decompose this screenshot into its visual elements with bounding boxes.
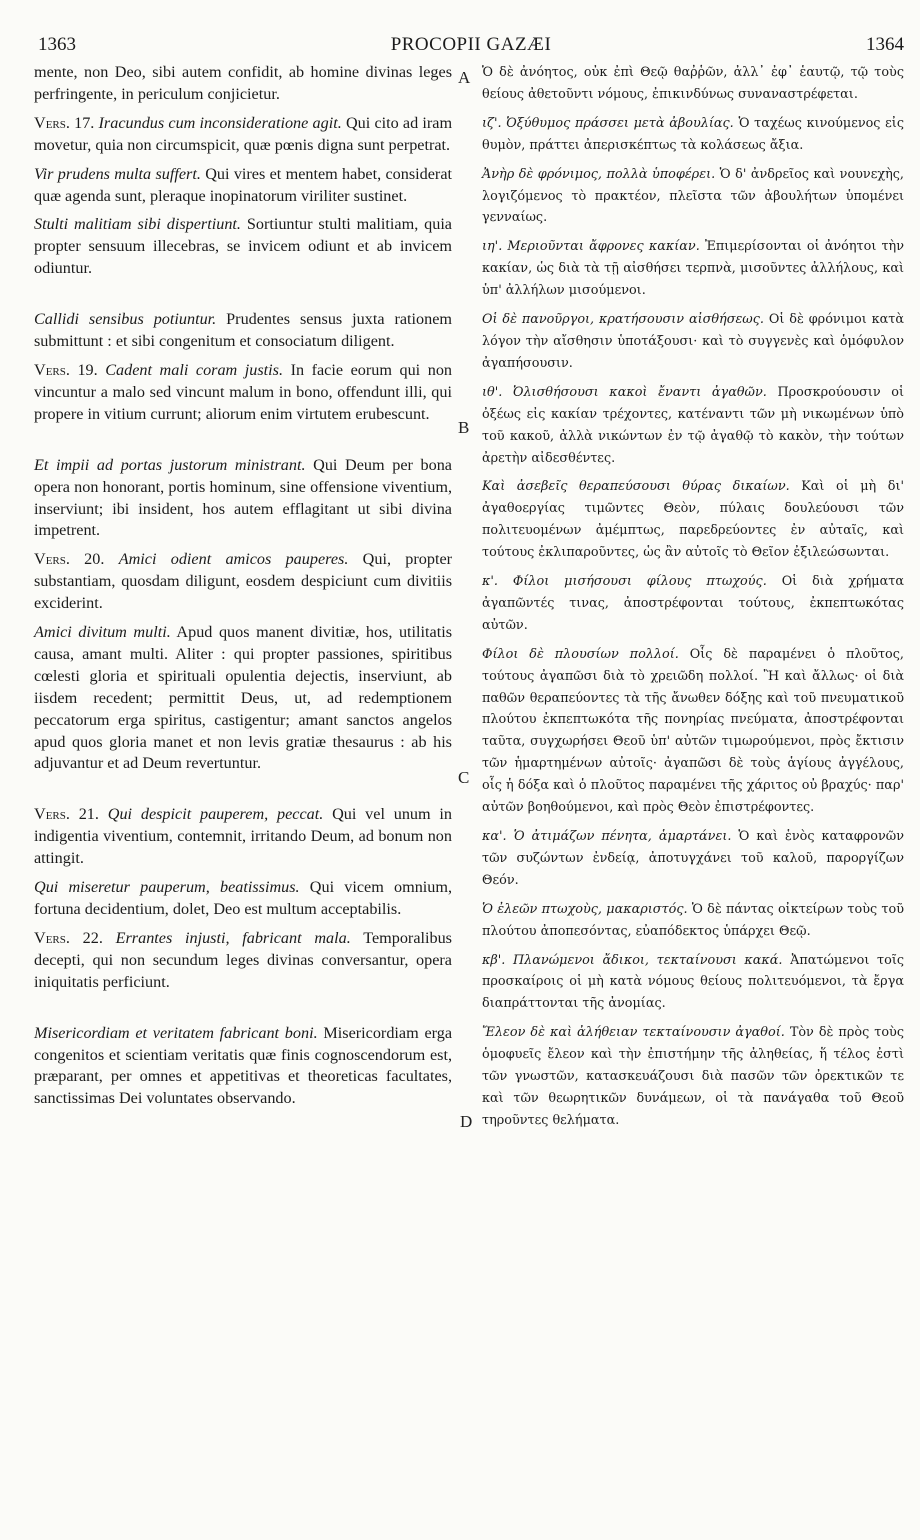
greek-paragraph: Καὶ ἀσεβεῖς θεραπεύσουσι θύρας δικαίων. Καὶ οἱ μὴ δι' ἀγαθοεργίας τιμῶντες Θεὸν, πύλαις δουλεύουσι τῶν πολιτευομένων ἀμέμπτως, παρεδρεύοντες ἐν αὐταῖς, καὶ τούτους ἐκλιπαροῦντες, ὡς ἂν αὐτοῖς τὸ Θεῖον ἐξιλεώσωνται. xyxy=(482,479,904,561)
greek-paragraph: ιη'. Μεριοῦνται ἄφρονες κακίαν. Ἐπιμερίσονται οἱ ἀνόητοι τὴν κακίαν, ὡς διὰ τὰ τῇ αἰσθήσει τερπνὰ, μισοῦντες ἀλλήλους, καὶ ὑπ' ἀλλήλων μισούμενοι. xyxy=(482,239,905,299)
latin-paragraph: Callidi sensibus potiuntur. Prudentes sensus juxta rationem submittunt : et sibi congenitum et consociatum diligent. xyxy=(34,310,452,351)
latin-paragraph: Et impii ad portas justorum ministrant. Qui Deum per bona opera non honorant, portis hominum, sine offensione viventium, inserviunt; ibi insident, hos autem efflagitant ut sibi divina impetrent. xyxy=(34,455,452,540)
margin-letter-d: D xyxy=(460,1112,473,1131)
margin-letter-c: C xyxy=(458,768,470,787)
greek-paragraph: Ὁ δὲ ἀνόητος, οὐκ ἐπὶ Θεῷ θαῤῥῶν, ἀλλ᾿ ἐφ᾿ ἑαυτῷ, τῷ τοὺς θείους ἀθετοῦντι νόμους, ἐπικινδύνως συναναστρέφεται. xyxy=(482,65,904,102)
greek-paragraph: Ὁ ἐλεῶν πτωχοὺς, μακαριστός. Ὁ δὲ πάντας οἰκτείρων τοὺς τοῦ πλούτου ἀποπεσόντας, εὐαπόδεκτος ὑπάρχει Θεῷ. xyxy=(482,901,904,939)
greek-paragraph: Ἀνὴρ δὲ φρόνιμος, πολλὰ ὑποφέρει. Ὁ δ' ἀνδρεῖος καὶ νουνεχὴς, λογιζόμενος τὸ πρακτέον, πλεῖστα τῶν ἀβουλήτων ὑπομένει γενναίως. xyxy=(482,166,904,226)
latin-paragraph: Vers. 21. Qui despicit pauperem, peccat. Qui vel unum in indigentia viventium, contemnit, irritando Deum, ad bonum non attingit. xyxy=(34,805,452,868)
greek-paragraph: Ἔλεον δὲ καὶ ἀλήθειαν τεκταίνουσιν ἀγαθοί. Τὸν δὲ πρὸς τοὺς ὁμοφυεῖς ἔλεον καὶ τὴν ἐπιστήμην τῆς ἀληθείας, ἥ τέλος ἐστὶ τῶν γνωστῶν, κατασκευάζουσι διὰ πασῶν τῶν ὀρεκτικῶν τε καὶ τῶν θεωρητικῶν δυνάμεων, οἱ τὰ πανάγαθα τοῦ Θεοῦ τηροῦντες θελήματα. xyxy=(482,1025,904,1128)
latin-paragraph: Vers. 19. Cadent mali coram justis. In facie eorum qui non vincuntur a malo sed vincunt malum in bono, offendunt illi, qui propere in vitium currunt; aliorum enim virtutem erubescunt. xyxy=(34,360,453,423)
latin-paragraph: Qui miseretur pauperum, beatissimus. Qui vicem omnium, fortuna decidentium, dolet, Deo est multum acceptabilis. xyxy=(34,878,453,918)
page-number-right: 1364 xyxy=(866,34,904,55)
latin-column xyxy=(34,62,452,1110)
latin-paragraph: mente, non Deo, sibi autem confidit, ab homine divinas leges perfringente, in periculum conjicietur. xyxy=(34,63,452,103)
running-header xyxy=(38,34,904,60)
latin-paragraph: Vers. 20. Amici odient amicos pauperes. Qui, propter substantiam, quosdam diligunt, eosdem despiciunt cum divitiis exciderint. xyxy=(34,550,453,613)
greek-paragraph: κα'. Ὁ ἀτιμάζων πένητα, ἁμαρτάνει. Ὁ καὶ ἑνὸς καταφρονῶν τῶν συζώντων ἐνδείᾳ, ἀποτυγχάνει τοῦ καλοῦ, παροργίζων Θεόν. xyxy=(482,829,904,888)
latin-paragraph: Vers. 17. Iracundus cum inconsideratione agit. Qui cito ad iram movetur, quia non circumspicit, quæ pœnis digna sunt perpetrat. xyxy=(34,113,453,154)
greek-paragraph: ιθ'. Ὀλισθήσουσι κακοὶ ἔναντι ἀγαθῶν. Προσκρούουσιν οἱ ὀξέως εἰς κακίαν τρέχοντες, κατέναντι τῶν μὴ νικωμένων ὑπὸ τοῦ κακοῦ, ἀλλὰ νικώντων ἐν τῷ ἀγαθῷ τὸ κακὸν, τὴν τούτων ἀρετὴν αἰδεσθέντες. xyxy=(482,384,904,466)
greek-column xyxy=(482,62,904,1132)
page-number-left: 1363 xyxy=(38,34,76,55)
running-title: PROCOPII GAZÆI xyxy=(390,34,552,55)
greek-paragraph: κβ'. Πλανώμενοι ἄδικοι, τεκταίνουσι κακά. Ἀπατώμενοι τοῖς προσκαίροις οἱ μὴ κατὰ νόμους θείους πολιτευόμενοι, τὰ ἔργα διαπράττονται τῆς ἀνομίας. xyxy=(482,952,904,1012)
latin-paragraph: Misericordiam et veritatem fabricant boni. Misericordiam erga congenitos et scientiam veritatis quæ finis cognoscendorum est, præparant, per omnes et appetitivas et theoreticas facultates, sanctissimas Dei voluntates observando. xyxy=(34,1023,453,1108)
margin-letter-b: B xyxy=(458,418,470,437)
latin-paragraph: Vers. 22. Errantes injusti, fabricant mala. Temporalibus decepti, qui non secundum leges divinas conversantur, opera iniquitatis perficiunt. xyxy=(34,928,452,991)
greek-paragraph: ιζ'. Ὀξύθυμος πράσσει μετὰ ἀβουλίας. Ὁ ταχέως κινούμενος εἰς θυμὸν, πράττει ἀπερισκέπτως τὰ κολάσεως ἄξια. xyxy=(482,115,904,153)
latin-paragraph: Stulti malitiam sibi dispertiunt. Sortiuntur stulti malitiam, quia propter sensuum illecebras, se invicem odiunt et ab invicem odiuntur. xyxy=(34,215,452,278)
greek-paragraph: Οἱ δὲ πανοῦργοι, κρατήσουσιν αἰσθήσεως. Οἱ δὲ φρόνιμοι κατὰ λόγον τὴν αἴσθησιν ὑποτάξουσι· καὶ τὸ συγγενὲς καὶ ὁμόφυλον ἀγαπήσουσιν. xyxy=(482,312,904,371)
greek-paragraph: κ'. Φίλοι μισήσουσι φίλους πτωχούς. Οἱ διὰ χρήματα ἀγαπῶντές τινας, ἀποστρέφονται τούτους, ἐκπεπτωκότας αὐτῶν. xyxy=(482,574,904,633)
latin-paragraph: Vir prudens multa suffert. Qui vires et mentem habet, considerat quæ agenda sunt, pleraque inopinatorum viriliter sustinet. xyxy=(34,164,453,205)
latin-paragraph: Amici divitum multi. Apud quos manent divitiæ, hos, utilitatis causa, amant multi. Aliter : qui propter passiones, spiritibus cœlesti gloria et spirituali opulentia dejectis, inserviunt, ab iisdem recedent; permittit Deus, ut, ad redemptionem peccatorum erga spiritus, castigentur; amant sanctos angelos apud quos gloria manet et non levis gratiæ thesaurus : ab his adjuvantur et ad Deum revertuntur. xyxy=(34,623,453,773)
margin-letter-a: A xyxy=(458,68,471,87)
greek-paragraph: Φίλοι δὲ πλουσίων πολλοί. Οἷς δὲ παραμένει ὁ πλοῦτος, τούτους ἀγαπῶσι διὰ τὸ χρειῶδη πολλοί. Ἢ καὶ ἄλλως· οἱ διὰ παθῶν θεραπεύοντες τὰ τῆς ἄνωθεν δόξης καὶ τοῦ πνευματικοῦ πλούτου ἐκπεπτωκότα τῆς πονηρίας πνεύματα, ἀποστρέφονται ταῦτα, συγχωρήσει Θεοῦ ὑπ' αὐτῶν τιμωρούμενοι, πρὸς ἔκτισιν τῶν ἡμαρτημένων αὐτοῖς· ἀγαπῶσι δὲ τοὺς ἁγίους ἀγγέλους, οἷς ἡ δόξα καὶ ὁ πλοῦτος παραμένει τῆς χάριτος οὐ βραχύς· παρ' αὐτῶν βοηθούμενοι, καὶ πρὸς Θεὸν ἐπιστρέφοντες. xyxy=(482,646,904,816)
